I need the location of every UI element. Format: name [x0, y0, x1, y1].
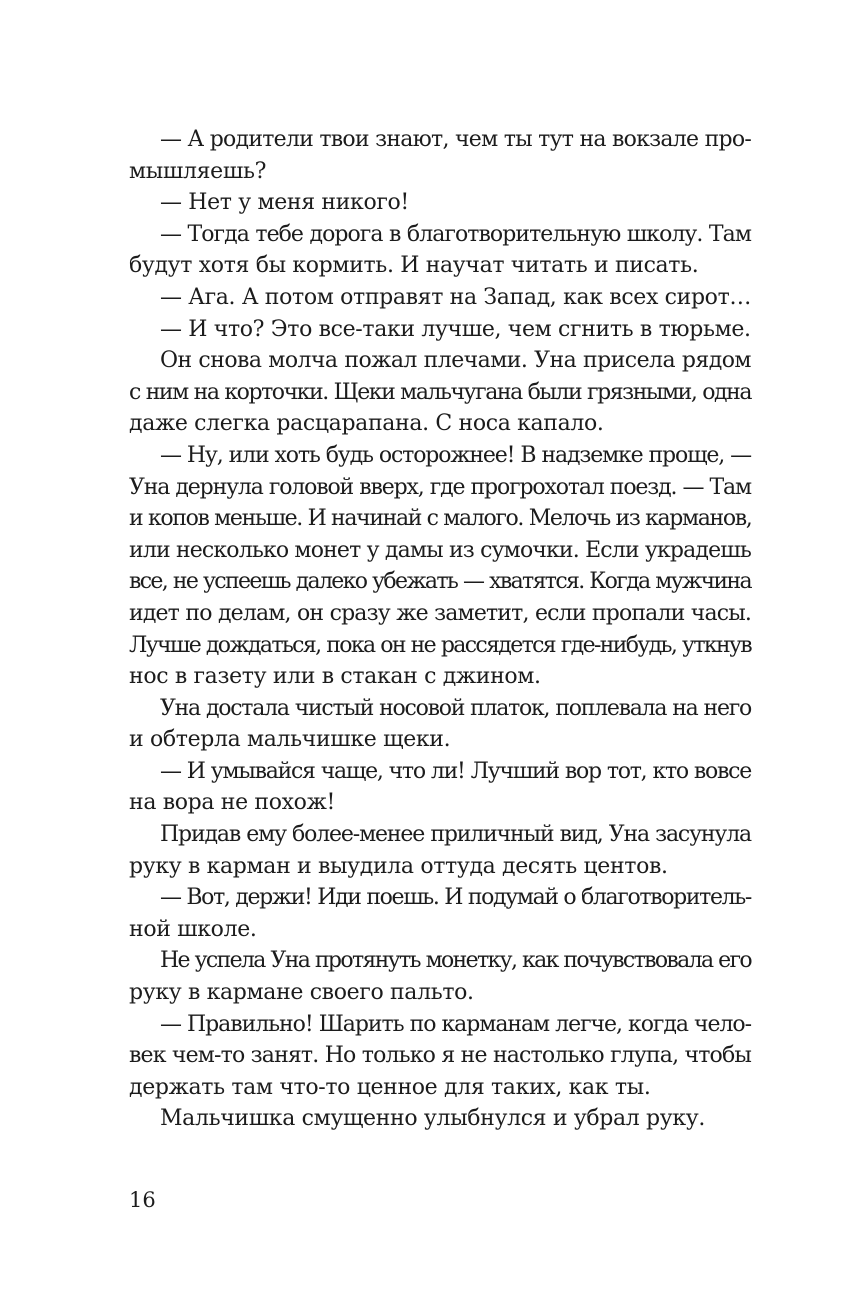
text-line: — Тогда тебе дорога в благотворительную школу. Там: [160, 221, 751, 247]
text-line: и обтерла мальчишке щеки.: [129, 727, 451, 753]
text-line: ной школе.: [129, 916, 257, 942]
text-line: будут хотя бы кормить. И научат читать и писать.: [129, 253, 699, 279]
text-line: — Ага. А потом отправят на Запад, как всех сирот…: [160, 284, 752, 310]
text-line: на вора не похож!: [129, 790, 335, 816]
text-line: Он снова молча пожал плечами. Уна присела рядом: [160, 348, 751, 374]
text-line: нос в газету или в стакан с джином.: [129, 664, 541, 690]
text-line: Не успела Уна протянуть монетку, как почувствовала его: [160, 948, 751, 974]
body-text: [129, 124, 751, 1135]
text-line: Уна достала чистый носовой платок, поплевала на него: [160, 695, 751, 721]
text-line: даже слегка расцарапана. С носа капало.: [129, 411, 604, 437]
text-line: Уна дернула головой вверх, где прогрохотал поезд. — Там: [129, 474, 751, 500]
text-line: — Правильно! Шарить по карманам легче, когда чело-: [160, 1011, 751, 1037]
text-line: Придав ему более-менее приличный вид, Уна засунула: [160, 822, 751, 848]
text-line: держать там что-то ценное для таких, как ты.: [129, 1074, 651, 1100]
text-line: — Нет у меня никого!: [160, 190, 409, 216]
text-line: с ним на корточки. Щеки мальчугана были грязными, одна: [129, 379, 751, 405]
text-line: мышляешь?: [129, 158, 267, 184]
text-line: век чем-то занят. Но только я не настолько глупа, чтобы: [129, 1043, 751, 1069]
text-line: идет по делам, он сразу же заметит, если пропали часы.: [129, 600, 751, 626]
text-line: — Вот, держи! Иди поешь. И подумай о благотворитель-: [160, 885, 751, 911]
text-line: Мальчишка смущенно улыбнулся и убрал руку.: [160, 1106, 706, 1132]
text-line: руку в кармане своего пальто.: [129, 980, 474, 1006]
text-line: — И умывайся чаще, что ли! Лучший вор тот, кто вовсе: [160, 758, 751, 784]
text-line: — А родители твои знают, чем ты тут на вокзале про-: [160, 127, 751, 152]
text-line: и копов меньше. И начинай с малого. Мелочь из карманов,: [129, 506, 752, 532]
text-line: — И что? Это все-таки лучше, чем сгнить в тюрьме.: [160, 316, 751, 342]
text-line: Лучше дождаться, пока он не рассядется где-нибудь, уткнув: [129, 632, 751, 658]
text-line: все, не успеешь далеко убежать — хватятся. Когда мужчина: [129, 569, 751, 595]
text-line: или несколько монет у дамы из сумочки. Если украдешь: [129, 537, 751, 563]
page-number: 16: [129, 1188, 156, 1212]
text-line: руку в карман и выудила оттуда десять центов.: [129, 853, 668, 879]
text-line: — Ну, или хоть будь осторожнее! В надземке проще, —: [160, 442, 751, 468]
